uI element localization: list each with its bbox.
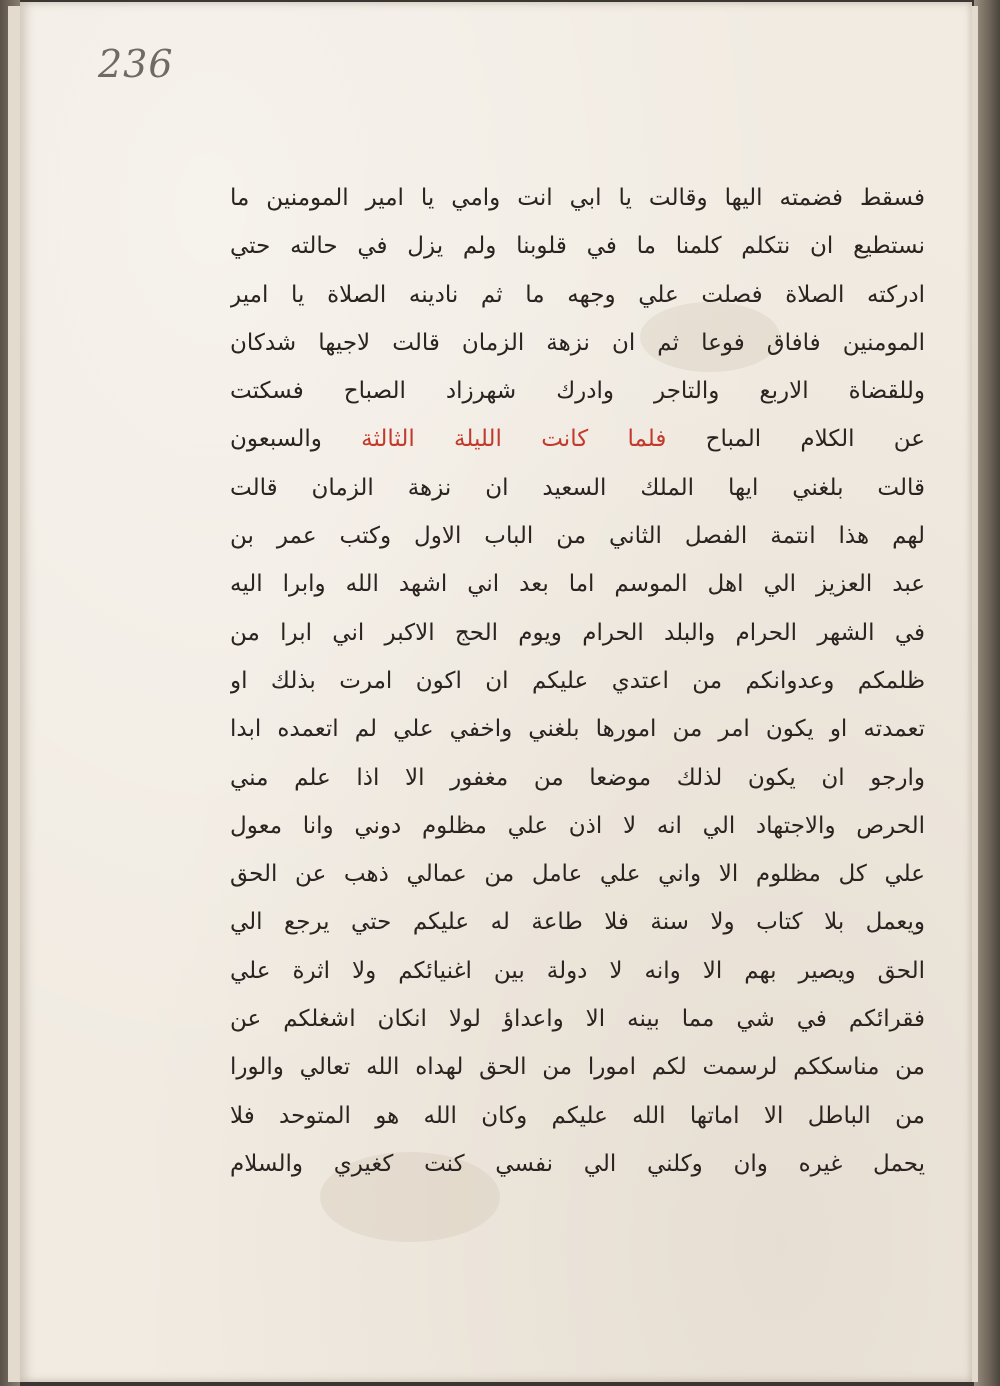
text-line: الحرص والاجتهاد الي انه لا اذن علي مظلوم دوني وانا معول	[230, 812, 925, 839]
text-line: الحق ويصير بهم الا وانه لا دولة بين اغنيائكم ولا اثرة علي	[230, 957, 925, 984]
text-line: فقرائكم في شي مما بينه الا واعداؤ لولا انكان اشغلكم عن	[230, 1006, 925, 1033]
text-line: المومنين فافاق فوعا ثم ان نزهة الزمان قالت لاجيها شدكان	[230, 329, 925, 356]
text-line: فسقط فضمته اليها وقالت يا ابي انت وامي يا امير المومنين ما	[230, 185, 925, 211]
text-line: من مناسككم لرسمت لكم امورا من الحق لهداه الله تعالي والورا	[230, 1054, 925, 1081]
text-line: لهم هذا انتمة الفصل الثاني من الباب الاول وكتب عمر بن	[230, 523, 925, 550]
manuscript-page	[20, 2, 972, 1382]
text-line: وارجو ان يكون لذلك موضعا من مغفور الا اذا علم مني	[230, 764, 925, 791]
text-line: يحمل غيره وان وكلني الي نفسي كنت كغيري والسلام	[230, 1150, 925, 1177]
text-line: علي كل مظلوم الا واني علي عامل من عمالي ذهب عن الحق	[230, 861, 925, 888]
folio-number: 236	[98, 42, 174, 86]
text-line: نستطيع ان نتكلم كلمنا ما في قلوبنا ولم يزل في حالته حتي	[230, 233, 925, 260]
text-line: ادركته الصلاة فصلت علي وجهه ما ثم نادينه الصلاة يا امير	[230, 281, 925, 308]
text-line: قالت بلغني ايها الملك السعيد ان نزهة الزمان قالت	[230, 474, 925, 501]
text-line: ظلمكم وعدوانكم من اعتدي عليكم ان اكون امرت بذلك او	[230, 667, 925, 694]
text-line: في الشهر الحرام والبلد الحرام ويوم الحج الاكبر اني ابرا من	[230, 619, 925, 646]
line-text: والسبعون	[230, 426, 362, 453]
manuscript-text	[230, 174, 925, 1188]
text-line: وللقضاة الاربع والتاجر وادرك شهرزاد الصباح فسكتت	[230, 378, 925, 405]
line-text: عن الكلام المباح	[666, 426, 925, 453]
text-line: عبد العزيز الي اهل الموسم اما بعد اني اشهد الله وابرا اليه	[230, 571, 925, 598]
text-line: تعمدته او يكون امر من امورها بلغني واخفي علي لم اتعمده ابدا	[230, 716, 925, 743]
text-line: من الباطل الا اماتها الله عليكم وكان الله هو المتوحد فلا	[230, 1102, 925, 1129]
text-line: ويعمل بلا كتاب ولا سنة فلا طاعة له عليكم حتي يرجع الي	[230, 909, 925, 936]
text-line-with-rubric	[230, 415, 925, 463]
rubric-heading: فلما كانت الليلة الثالثة	[361, 426, 667, 453]
